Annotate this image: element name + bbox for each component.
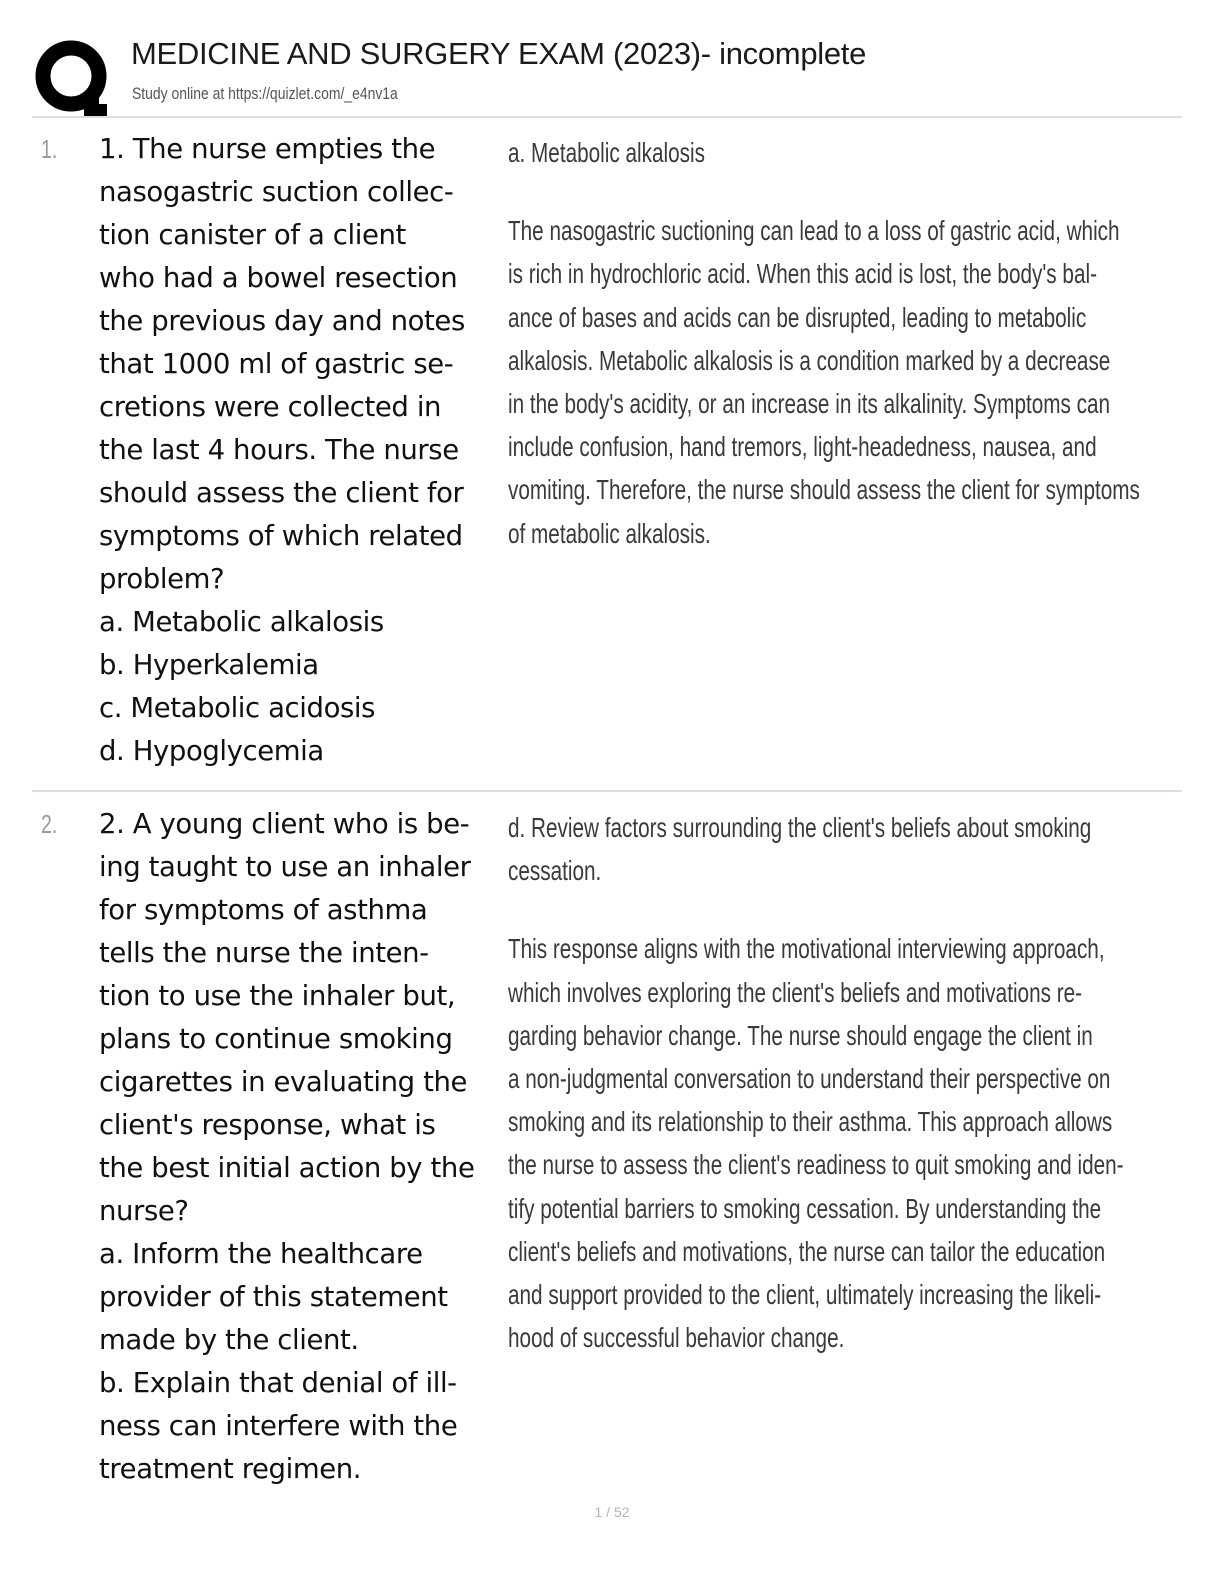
quizlet-q-logo-icon: [34, 38, 114, 118]
explanation-line: ance of bases and acids can be disrupted, leading to metabolic: [508, 301, 1087, 333]
explanation-line: which involves exploring the client's beliefs and motivations re-: [508, 976, 1083, 1008]
option-b: b. Hyperkalemia: [99, 649, 319, 681]
card-number: 1.: [41, 134, 58, 164]
explanation-line: include confusion, hand tremors, light-headedness, nausea, and: [508, 431, 1097, 463]
explanation-line: vomiting. Therefore, the nurse should assess the client for symptoms: [508, 474, 1140, 506]
question-line: tion canister of a client: [99, 219, 406, 251]
question-line: client's response, what is: [99, 1109, 436, 1141]
paragraph-gap: [508, 174, 1178, 209]
question-line: 1. The nurse empties the: [99, 133, 436, 165]
answer-text: [508, 806, 1178, 1359]
explanation-line: The nasogastric suctioning can lead to a loss of gastric acid, which: [508, 215, 1120, 247]
option-c: c. Metabolic acidosis: [99, 692, 376, 724]
explanation-line: hood of successful behavior change.: [508, 1322, 845, 1354]
option-b: treatment regimen.: [99, 1453, 362, 1485]
option-b: ness can interfere with the: [99, 1410, 458, 1442]
question-line: problem?: [99, 563, 225, 595]
header-divider: [32, 116, 1182, 118]
question-line: the last 4 hours. The nurse: [99, 434, 459, 466]
document-title: MEDICINE AND SURGERY EXAM (2023)- incomplete: [131, 36, 867, 71]
question-line: cigarettes in evaluating the: [99, 1066, 467, 1098]
page-indicator: 1 / 52: [594, 1504, 630, 1520]
correct-answer: cessation.: [508, 855, 602, 887]
question-line: plans to continue smoking: [99, 1023, 453, 1055]
question-line: cretions were collected in: [99, 391, 442, 423]
document-header: [30, 28, 1180, 116]
explanation-line: tify potential barriers to smoking cessation. By understanding the: [508, 1192, 1102, 1224]
question-line: 2. A young client who is be-: [99, 808, 470, 840]
question-line: for symptoms of asthma: [99, 894, 428, 926]
paragraph-gap: [508, 892, 1178, 927]
explanation-line: is rich in hydrochloric acid. When this acid is lost, the body's bal-: [508, 258, 1097, 290]
option-b: b. Explain that denial of ill-: [99, 1367, 457, 1399]
option-a: provider of this statement: [99, 1281, 448, 1313]
option-d: d. Hypoglycemia: [99, 735, 324, 767]
explanation-line: the nurse to assess the client's readiness to quit smoking and iden-: [508, 1149, 1124, 1181]
explanation-line: of metabolic alkalosis.: [508, 517, 711, 549]
correct-answer: a. Metabolic alkalosis: [508, 137, 705, 168]
card-divider: [32, 790, 1182, 792]
explanation-line: a non-judgmental conversation to understand their perspective on: [508, 1063, 1111, 1095]
question-line: the best initial action by the: [99, 1152, 475, 1184]
question-line: tion to use the inhaler but,: [99, 980, 456, 1012]
explanation-line: in the body's acidity, or an increase in its alkalinity. Symptoms can: [508, 388, 1111, 420]
question-text: [99, 803, 509, 1491]
answer-text: [508, 131, 1178, 555]
option-a: a. Inform the healthcare: [99, 1238, 423, 1270]
question-line: nasogastric suction collec-: [99, 176, 454, 208]
explanation-line: and support provided to the client, ultimately increasing the likeli-: [508, 1279, 1102, 1311]
question-line: that 1000 ml of gastric se-: [99, 348, 454, 380]
explanation-line: This response aligns with the motivational interviewing approach,: [508, 933, 1105, 965]
card-number: 2.: [41, 809, 58, 839]
question-line: symptoms of which related: [99, 520, 463, 552]
correct-answer: d. Review factors surrounding the client's beliefs about smoking: [508, 812, 1092, 843]
explanation-line: alkalosis. Metabolic alkalosis is a condition marked by a decrease: [508, 344, 1111, 376]
question-line: tells the nurse the inten-: [99, 937, 429, 969]
explanation-line: garding behavior change. The nurse should engage the client in: [508, 1019, 1093, 1051]
question-line: should assess the client for: [99, 477, 464, 509]
question-line: ing taught to use an inhaler: [99, 851, 471, 883]
question-line: the previous day and notes: [99, 305, 465, 337]
explanation-line: client's beliefs and motivations, the nurse can tailor the education: [508, 1235, 1106, 1267]
question-line: nurse?: [99, 1195, 189, 1227]
option-a: made by the client.: [99, 1324, 359, 1356]
explanation-line: smoking and its relationship to their asthma. This approach allows: [508, 1106, 1113, 1138]
question-line: who had a bowel resection: [99, 262, 458, 294]
study-online-link[interactable]: Study online at https://quizlet.com/_e4nv1a: [132, 84, 398, 103]
question-text: [99, 128, 509, 773]
option-a: a. Metabolic alkalosis: [99, 606, 384, 638]
